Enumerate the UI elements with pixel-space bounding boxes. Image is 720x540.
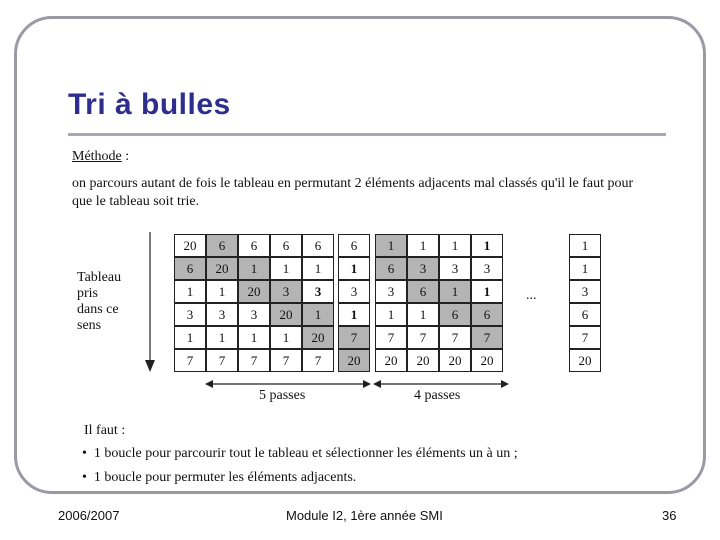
footer-date: 2006/2007 [58, 508, 120, 523]
table-cell: 1 [302, 257, 334, 280]
footer-page-number: 36 [662, 508, 677, 523]
table-cell: 6 [375, 257, 407, 280]
methode-colon: : [121, 149, 130, 164]
table-cell: 3 [439, 257, 471, 280]
table-cell: 1 [471, 234, 503, 257]
table-cell: 7 [439, 326, 471, 349]
table-cell: 1 [407, 303, 439, 326]
table-cell: 3 [375, 280, 407, 303]
table-cell: 20 [238, 280, 270, 303]
table-cell: 7 [375, 326, 407, 349]
table-cell: 7 [302, 349, 334, 372]
passes-arrows [205, 377, 515, 391]
final-table-cell: 3 [569, 280, 601, 303]
table-cell: 1 [302, 303, 334, 326]
table-cell: 1 [439, 234, 471, 257]
table-cell: 6 [439, 303, 471, 326]
table-cell: 1 [407, 234, 439, 257]
table-cell: 6 [407, 280, 439, 303]
table-cell: 20 [206, 257, 238, 280]
table-cell: 7 [174, 349, 206, 372]
table-cell: 7 [407, 326, 439, 349]
footer-module: Module I2, 1ère année SMI [286, 508, 443, 523]
final-table-cell: 7 [569, 326, 601, 349]
ellipsis: ... [526, 288, 537, 303]
table-cell: 1 [471, 280, 503, 303]
table-cell: 20 [375, 349, 407, 372]
table-cell: 6 [338, 234, 370, 257]
table-cell: 7 [338, 326, 370, 349]
table-cell: 6 [471, 303, 503, 326]
table-cell: 6 [174, 257, 206, 280]
table-cell: 3 [174, 303, 206, 326]
table-cell: 6 [206, 234, 238, 257]
methode-heading [72, 149, 129, 165]
table-cell: 3 [238, 303, 270, 326]
table-cell: 3 [270, 280, 302, 303]
final-table-cell: 6 [569, 303, 601, 326]
table-cell: 7 [238, 349, 270, 372]
table-cell: 1 [270, 326, 302, 349]
side-label-line: sens [77, 318, 102, 333]
table-cell: 20 [270, 303, 302, 326]
slide-title: Tri à bulles [68, 88, 231, 121]
table-cell: 20 [302, 326, 334, 349]
methode-label: Méthode [72, 149, 122, 164]
table-cell: 1 [238, 326, 270, 349]
direction-arrow [138, 232, 162, 374]
side-label-line: dans ce [77, 302, 119, 317]
side-label-line: Tableau [77, 270, 122, 285]
table-cell: 3 [471, 257, 503, 280]
final-table-cell: 1 [569, 257, 601, 280]
table-cell: 1 [174, 326, 206, 349]
table-cell: 3 [206, 303, 238, 326]
final-table-cell: 1 [569, 234, 601, 257]
table-cell: 3 [407, 257, 439, 280]
table-cell: 7 [471, 326, 503, 349]
passes-left-label: 5 passes [259, 388, 306, 403]
table-cell: 1 [238, 257, 270, 280]
table-cell: 1 [270, 257, 302, 280]
table-cell: 3 [338, 280, 370, 303]
final-table-cell: 20 [569, 349, 601, 372]
method-description: on parcours autant de fois le tableau en permutant 2 éléments adjacents mal classés qu'il le faut pour que le tableau soit trie. [72, 176, 634, 209]
table-cell: 1 [206, 280, 238, 303]
table-cell: 1 [174, 280, 206, 303]
bullet-text: 1 boucle pour permuter les éléments adjacents. [93, 470, 357, 485]
side-label-line: pris [77, 286, 98, 301]
table-cell: 20 [174, 234, 206, 257]
table-cell: 1 [439, 280, 471, 303]
table-cell: 1 [338, 303, 370, 326]
bullet-item: • 1 boucle pour permuter les éléments adjacents. [82, 470, 357, 485]
passes-right-label: 4 passes [414, 388, 461, 403]
table-cell: 6 [270, 234, 302, 257]
table-cell: 1 [206, 326, 238, 349]
table-cell: 3 [302, 280, 334, 303]
table-cell: 6 [238, 234, 270, 257]
table-cell: 7 [270, 349, 302, 372]
table-cell: 1 [338, 257, 370, 280]
title-underline [68, 133, 666, 136]
table-cell: 7 [206, 349, 238, 372]
table-cell: 1 [375, 234, 407, 257]
table-cell: 20 [338, 349, 370, 372]
bullet-text: 1 boucle pour parcourir tout le tableau et sélectionner les éléments un à un ; [93, 446, 518, 461]
table-cell: 6 [302, 234, 334, 257]
table-cell: 20 [439, 349, 471, 372]
bullet-item: • 1 boucle pour parcourir tout le tableau et sélectionner les éléments un à un ; [82, 446, 518, 461]
table-cell: 20 [471, 349, 503, 372]
table-cell: 20 [407, 349, 439, 372]
side-label [77, 270, 147, 334]
il-faut-heading: Il faut : [84, 423, 126, 438]
table-cell: 1 [375, 303, 407, 326]
